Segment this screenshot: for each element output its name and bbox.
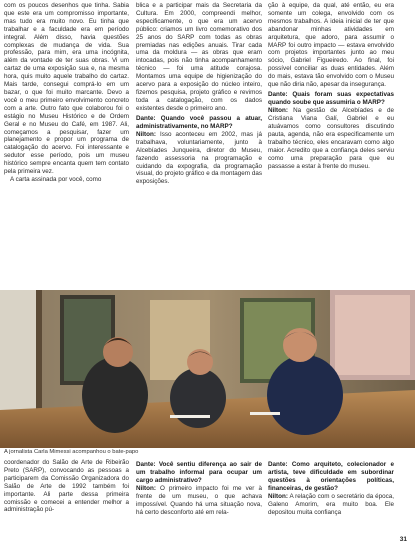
paragraph: ção à equipe, da qual, até então, eu era somente um colega, envolvido com os mesmos trabalhos. A ideia inicial de ter que abandonar minhas atividades em arquitetura, que adoro, para assumir o MARP foi outro impacto — estava envolvido com projetos importantes junto ao meu sócio, Gabriel Figueiredo. Ao final, foi possível conciliar as duas entidades. Além do mais, estava tão envolvido com o Museu que não diria não, apesar da insegurança. [268,2,394,89]
answer-text: Na gestão de Alcebíades e de Cristiana Viana Galí, Gabriel e eu atuávamos como consultores discutindo pauta, agenda, não era especificamente um trabalho técnico, eles encaravam como algo maior. Acredito que a confiança deles serviu como uma preparação para que eu passasse a estar à frente do museu. [268,107,394,170]
answer-speaker: Nilton: [268,107,288,115]
paragraph: com os poucos desenhos que tinha. Sabia que este era um compromisso importante, mas tudo era muito novo. Eu tinha que trabalhar e a faculdade era em período integral. Além disso, havia questões complexas de mudança de vida. Sua professão, para mim, era uma incógnita, além da vontade de ter suas obras. Vi um cartaz de uma exposição sua e, na mesma hora, quis muito aquele trabalho do cartaz. Mais tarde, consegui comprá-lo em um bazar, o que foi muito marcante. Devo a você o meu primeiro envolvimento concreto com a arte. Outro fato que colaborou foi o estágio no Museu Histórico e de Ordem Geral e no Museu do Café, em 1987. Ali, começamos a pesquisar, fazer um planejamento e propor um programa de catalogação do acervo. Foi interessante e sedutor esse período, pois um museu histórico sempre encanta quem tem contato pela primeira vez. [4,2,129,176]
interview-photo [0,290,415,448]
interview-question: Dante: Como arquiteto, colecionador e artista, teve dificuldade em subordinar questões à orientações políticas, financeiras, de gestão? [268,461,394,492]
interview-question: Dante: Quando você passou a atuar, administrativamente, no MARP? [136,114,262,130]
interview-question: Dante: Você sentiu diferença ao sair de um trabalho informal para ocupar um cargo administrativo? [136,461,262,484]
article-column-top-3 [268,2,394,287]
answer-speaker: Nilton: [136,485,156,493]
interview-question: Dante: Quais foram suas expectativas quando soube que assumiria o MARP? [268,90,394,106]
article-column-top-1 [4,2,129,287]
paragraph: blica e a participar mais da Secretaria da Cultura. Em 2000, compreendi melhor, especificamente, o que era um acervo público: criamos um livro comemorativo dos 25 anos do SARP com todas as obras premiadas nas edições anuais. Tirar cada uma da moldura — as obras que eram intocadas, pois não tinha acompanhamento técnico — foi uma atitude corajosa. Montamos uma equipe de higienização do acervo para a exposição do núcleo inteiro, fizemos pesquisa, projeto gráfico e revimos toda a catalogação, com os dados existentes desde o primeiro ano. [136,2,262,112]
answer-text: O primeiro impacto foi me ver à frente de um museu, o que achava impossível. Quando há uma situação nova, há certo desconforto até em rela- [136,485,262,516]
answer-text: Isso aconteceu em 2002, mas já trabalhava, voluntariamente, junto à Alcebíades Junqueira, diretor do Museu, fazendo assessoria na programação e cuidando da expografia, da programação visual, do projeto gráfico e da montagem das exposições. [136,130,262,186]
answer-text: A relação com o secretário da época, Galeno Amorim, era muito boa. Ele depositou muita confiança [268,493,394,516]
paragraph: A carta assinada por você, como [10,176,102,184]
article-column-bottom-3 [268,459,394,547]
interview-answer [136,485,262,517]
answer-speaker: Nilton: [136,130,156,138]
article-column-bottom-2 [136,459,262,547]
photo-caption: A jornalista Carla Mimessi acompanhou o bate-papo [4,449,139,455]
interview-answer [136,131,262,186]
interview-answer [268,107,394,170]
page-number: 31 [399,536,407,543]
paragraph: coordenador do Salão de Arte de Ribeirão Preto (SARP), convocando as pessoas a participarem da Comissão Organizadora do Salão de Arte de 1992 também foi importante. Ali parte dessa primeira comissão e comecei a entender melhor a administração pú- [4,459,129,514]
interview-answer [268,493,394,517]
interview-photo-illustration [0,290,415,448]
article-column-bottom-1 [4,459,129,547]
article-column-top-2 [136,2,262,287]
answer-speaker: Nilton: [268,493,288,501]
